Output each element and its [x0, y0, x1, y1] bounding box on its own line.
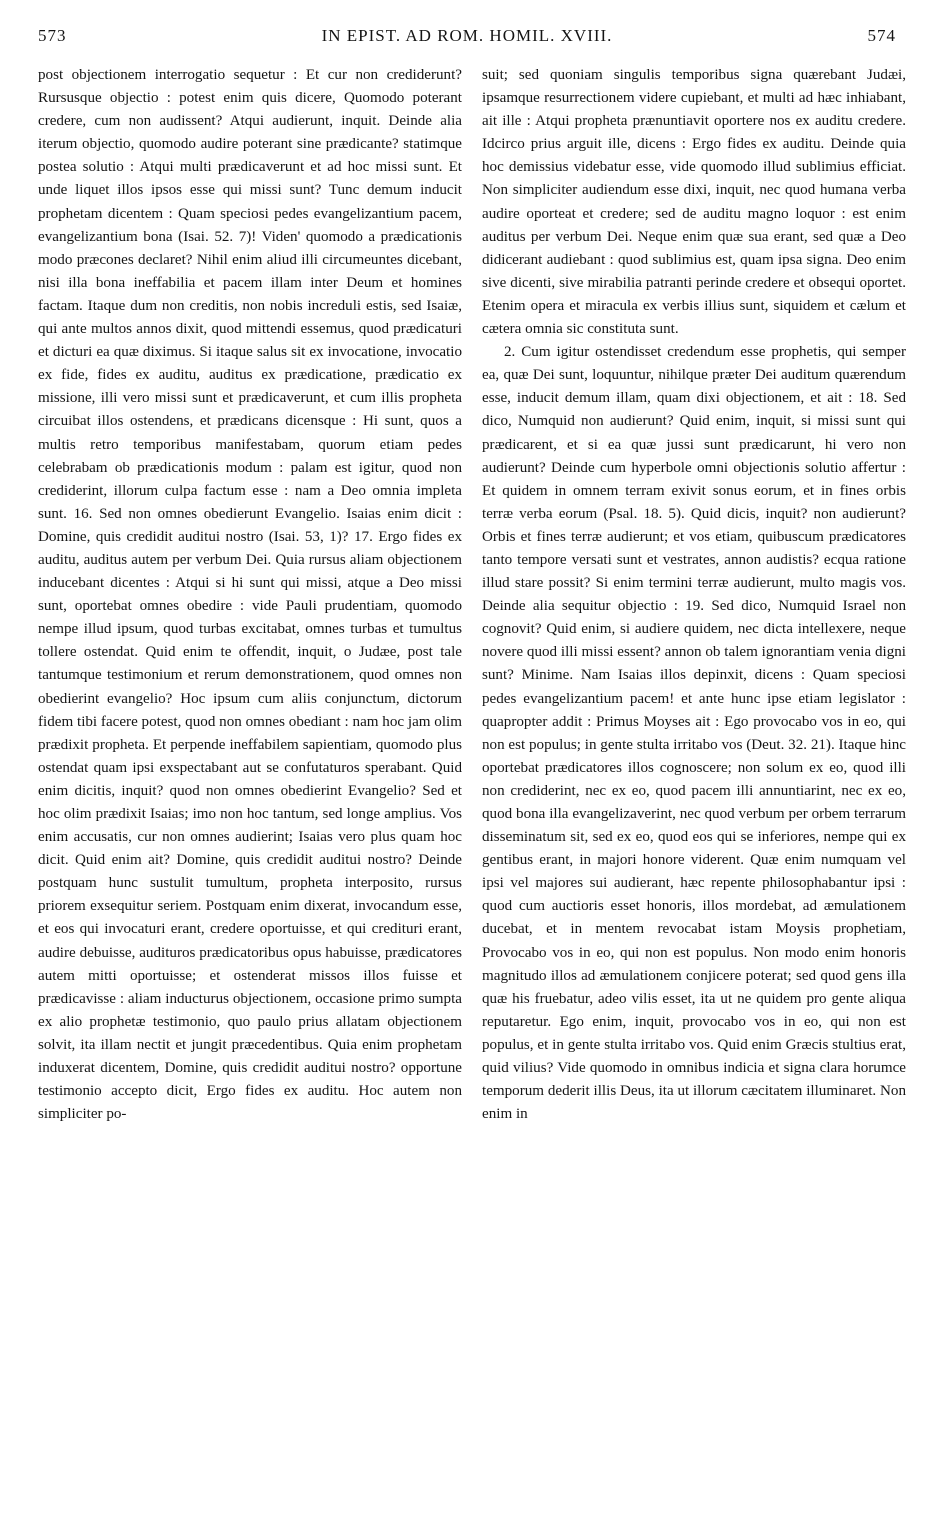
- page-number-left: 573: [38, 26, 67, 45]
- right-column: [482, 64, 906, 1126]
- left-column: [38, 64, 462, 1126]
- right-paragraph-1: suit; sed quoniam singulis temporibus signa quærebant Judæi, ipsamque resurrectionem videre cupiebant, et multi ad hæc inhiabant, ait ille : Atqui propheta prænuntiavit oportere nos ex auditu credere. Idcirco prius arguit ille, dicens : Ergo fides ex auditu. Deinde quia hoc demissius videbatur esse, vide quomodo illud sublimius efficiat. Non simpliciter audiendum esse dixi, inquit, nec quod humana verba audire oporteat et credere; sed de auditu magno loquor : est enim auditus per verbum Dei. Neque enim quæ sua erant, sed quæ a Deo didicerant audiebant : quod sublimius est, quam ipsa signa. Deo enim sive dicenti, sive mirabilia patranti perinde credere et obsequi oportet. Etenim opera et miracula ex verbis illius sunt, siquidem et cælum et cætera omnia sic constituta sunt.: [482, 67, 906, 338]
- left-paragraph-1: post objectionem interrogatio sequetur : Et cur non crediderunt? Rursusque objectio : potest enim quis dicere, Quomodo poterant credere, cum non audissent? Atqui audierunt, inquit. Deinde alia iterum objectio, quomodo audire poterant sine prædicante? statimque postea solutio : Atqui multi prædicaverunt et ad hoc missi sunt. Et unde liquet illos ipsos esse qui missi sunt? Tunc demum inducit prophetam dicentem : Quam speciosi pedes evangelizantium pacem, evangelizantium bona (Isai. 52. 7)! Viden' quomodo a prædicationis modo præcones declaret? Nihil enim aliud illi circumeuntes dicebant, nisi illa bona ineffabilia et pacem illam inter Deum et homines factam. Itaque dum non creditis, non nobis increduli estis, sed Isaiæ, qui ante multos annos dixit, quod mittendi essemus, quod prædicaturi et dicturi ea quæ diximus. Si itaque salus sit ex invocatione, invocatio ex fide, fides ex auditu, auditus ex prædicatione, prædicatio ex missione, illi vero missi sunt et prædicaverunt, et cum illis propheta circuibat illos ostendens, et prædicans dicensque : Hi sunt, quos a multis retro temporibus manifestabam, quorum etiam pedes celebrabam ob prædicationis modum : palam est igitur, quod non crediderint, illorum culpa factum esse : nam a Deo omnia impleta sunt. 16. Sed non omnes obedierunt Evangelio. Isaias enim dicit : Domine, quis credidit auditui nostro (Isai. 53, 1)? 17. Ergo fides ex auditu, auditus autem per verbum Dei. Quia rursus aliam objectionem inducebant dicentes : Atqui si hi sunt qui missi, atque a Deo missi sunt, oportebat omnes obedire : vide Pauli prudentiam, quomodo nempe illud ipsum, quod turbas excitabat, omnes turbas et tumultus tollere ostendat. Quid enim te offendit, inquit, o Judæe, post tale tantumque testimonium et rerum demonstrationem, quod omnes non obedierint evangelio? Hoc ipsum cum aliis conjunctum, dictorum fidem tibi facere potest, quod non omnes obediant : nam hoc jam olim prædixit propheta. Et perpende ineffabilem sapientiam, quomodo plus ostendat quam ipsi exspectabant aut se confutaturos sperabant. Quid enim dicitis, inquit? quod non omnes obedierint Evangelio? Sed et hoc olim prædixit Isaias; imo non hoc tantum, sed longe amplius. Vos enim accusatis, cur non omnes audierint; Isaias vero plus quam hoc dicit. Quid enim ait? Domine, quis credidit auditui nostro? Deinde postquam hunc sustulit tumultum, propheta interposito, rursus priorem exsequitur seriem. Postquam enim dixerat, invocandum esse, et eos qui invocaturi erant, credere oportuisse, et qui credituri erant, audire debuisse, audituros prædicatoribus opus habuisse, prædicatores autem mitti oportuisse; et ostenderat missos illos fuisse et prædicavisse : aliam inducturus objectionem, occasione primo sumpta ex alio prophetæ testimonio, quo paulo prius allatam objectionem solvit, ita illam nectit et jungit præcedentibus. Quia enim prophetam induxerat dicentem, Domine, quis credidit auditui nostro? opportune testimonio accepto dicit, Ergo fides ex auditu. Hoc autem non simpliciter po-: [38, 67, 462, 1123]
- page-number-right: 574: [867, 26, 896, 45]
- running-title: IN EPIST. AD ROM. HOMIL. XVIII.: [321, 26, 613, 45]
- right-paragraph-2: 2. Cum igitur ostendisset credendum esse prophetis, qui semper ea, quæ Dei sunt, loquuntur, nihilque præter Dei auditum quærendum esse, inducit demum illam, quam dixi objectionem, et ait : 18. Sed dico, Numquid non audierunt? Quid enim, inquit, si missi sunt qui prædicarent, et si ea quæ jussi sunt prædicarunt, hi vero non audierunt? Deinde cum hyperbole omni objectionis solutio affertur : Et quidem in omnem terram exivit sonus eorum, et in fines orbis terræ verba eorum (Psal. 18. 5). Quid dicis, inquit? non audierunt? Orbis et fines terræ audierunt; et vos etiam, quibuscum prædicatores tanto tempore versati sunt et vestrates, annon audistis? ecqua ratione illud stare possit? Si enim termini terræ audierunt, multo magis vos. Deinde alia sequitur objectio : 19. Sed dico, Numquid Israel non cognovit? Quid enim, si audiere quidem, nec dicta intellexere, neque novere quod illi missi essent? annon ob talem ignorantiam venia digni sunt? Minime. Nam Isaias illos depinxit, dicens : Quam speciosi pedes evangelizantium pacem! et ante hunc ipse etiam legislator : quapropter addit : Primus Moyses ait : Ego provocabo vos in eo, qui non est populus; in gente stulta irritabo vos (Deut. 32. 21). Itaque hinc oportebat prædicatores illos cognoscere; non solum ex eo, quod illi non crediderint, nec ex eo, quod pacem illi annuntiarint, nec ex eo, quod bona illa evangelizaverint, nec quod verbum per orbem terrarum disseminatum sit, sed ex eo, quod eos qui se inferiores, nempe qui ex gentibus erant, in majori honore viderent. Quæ enim numquam vel ipsi vel majores sui audierant, hæc repente philosophabantur ipsi : quod cum auctioris esset honoris, illos mordebat, ad æmulationem ducebat, et in mentem revocabat istam Moysis prophetiam, Provocabo vos in eo, qui non est populus. Non modo enim honoris magnitudo illos ad æmulationem conjicere poterat; sed quod gens illa quæ his fruebatur, adeo vilis esset, ita ut ne quidem pro gente aliqua reputaretur. Ego enim, inquit, provocabo vos in eo, qui non est populus, et in gente stulta irritabo vos. Quid enim Græcis stultius erat, quid vilius? Vide quomodo in omnibus indicia et signa clara horumce temporum dederit illis Deus, ita ut illorum cæcitatem illuminaret. Non enim in: [482, 344, 906, 1123]
- running-header: [38, 26, 896, 54]
